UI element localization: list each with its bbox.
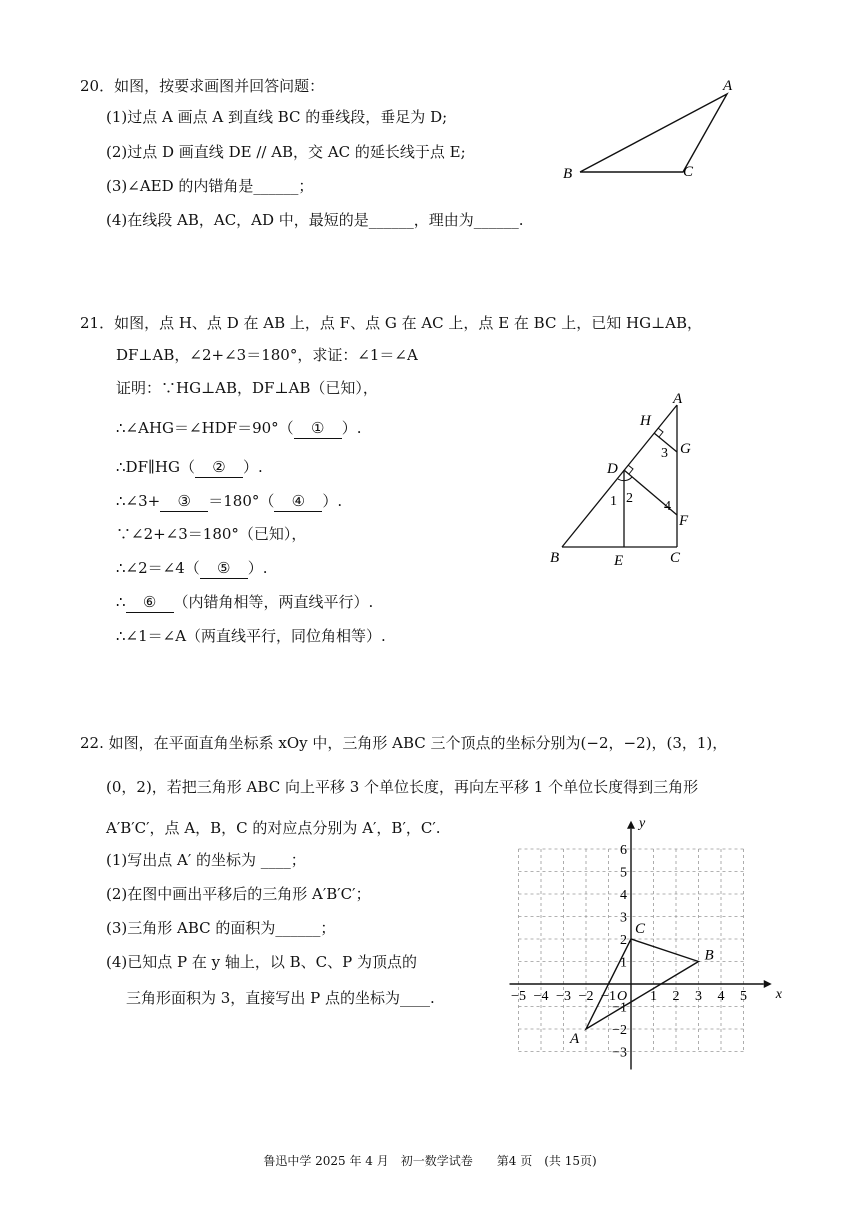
y-axis-label: y bbox=[639, 815, 646, 831]
x-tick-label: −2 bbox=[578, 989, 594, 1004]
q22-line-1: 22. 如图，在平面直角坐标系 xOy 中，三角形 ABC 三个顶点的坐标分别为(−2，−2)，(3，1)， bbox=[80, 734, 728, 752]
q22-item-1: (1)写出点 A′ 的坐标为 ____； bbox=[106, 851, 306, 869]
q21-step-1: ∴∠AHG＝∠HDF＝90°（ ① ）. bbox=[116, 419, 362, 437]
q22-item-4-cont: 三角形面积为 3，直接写出 P 点的坐标为____. bbox=[126, 989, 435, 1007]
q21-step-2: ∴DF∥HG（ ② ）. bbox=[116, 458, 263, 476]
coordinate-plane bbox=[505, 815, 782, 1075]
q20-item-2: (2)过点 D 画直线 DE // AB，交 AC 的延长线于点 E; bbox=[106, 143, 466, 161]
x-tick-label: 1 bbox=[650, 989, 657, 1004]
q21-geometry-figure bbox=[540, 385, 710, 575]
q22-item-3: (3)三角形 ABC 的面积为______； bbox=[106, 919, 336, 937]
x-tick-label: −1 bbox=[601, 989, 616, 1004]
label-e: E bbox=[614, 553, 624, 569]
label-a: A bbox=[723, 78, 733, 94]
x-tick-label: 5 bbox=[740, 989, 747, 1004]
blank-5[interactable]: ⑤ bbox=[200, 558, 248, 579]
q21-line-1: 21．如图，点 H、点 D 在 AB 上，点 F、点 G 在 AC 上，点 E 在 BC 上，已知 HG⊥AB， bbox=[80, 314, 703, 332]
blank-4[interactable]: ④ bbox=[274, 491, 322, 512]
label-b: B bbox=[563, 166, 573, 182]
label-h: H bbox=[640, 413, 651, 429]
q21-line-2: DF⊥AB，∠2+∠3＝180°，求证：∠1＝∠A bbox=[116, 346, 418, 364]
q20-item-4: (4)在线段 AB，AC，AD 中，最短的是______，理由为______. bbox=[106, 211, 524, 229]
x-axis-arrow bbox=[764, 980, 772, 988]
segment-ab bbox=[562, 405, 677, 547]
y-tick-label: 6 bbox=[620, 843, 627, 858]
right-angle-d bbox=[628, 465, 633, 474]
q21-proof-intro: 证明：∵HG⊥AB，DF⊥AB（已知）， bbox=[116, 379, 378, 397]
q21-step-7: ∴∠1＝∠A（两直线平行，同位角相等）. bbox=[116, 627, 386, 645]
q21-step-5: ∴∠2＝∠4（ ⑤ ）. bbox=[116, 559, 268, 577]
page-footer: 鲁迅中学 2025 年 4 月 初一数学试卷 第4 页 (共 15页) bbox=[263, 1154, 597, 1168]
origin-label: O bbox=[617, 989, 628, 1004]
x-tick-label: 4 bbox=[717, 989, 725, 1004]
y-tick-label: 4 bbox=[620, 888, 627, 903]
label-f: F bbox=[679, 513, 689, 529]
q21-step-6: ∴ ⑥ （内错角相等，两直线平行）. bbox=[116, 593, 374, 611]
x-tick-label: −3 bbox=[556, 989, 571, 1004]
point-label-a: A bbox=[570, 1031, 580, 1047]
point-label-b: B bbox=[704, 947, 714, 964]
blank-3[interactable]: ③ bbox=[160, 491, 208, 512]
label-2: 2 bbox=[626, 491, 633, 506]
y-axis-arrow bbox=[627, 821, 635, 829]
blank-1[interactable]: ① bbox=[294, 418, 342, 439]
x-tick-label: 3 bbox=[695, 989, 702, 1004]
label-4: 4 bbox=[664, 499, 671, 514]
q21-step-4: ∵∠2+∠3＝180°（已知）， bbox=[116, 525, 307, 543]
x-axis-label: x bbox=[775, 987, 782, 1002]
label-3: 3 bbox=[661, 446, 668, 461]
y-tick-label: −2 bbox=[612, 1023, 627, 1038]
label-c: C bbox=[670, 550, 681, 566]
y-tick-label: 3 bbox=[620, 910, 627, 926]
blank-2[interactable]: ② bbox=[195, 457, 243, 478]
y-tick-label: −1 bbox=[612, 1000, 627, 1016]
x-tick-label: −5 bbox=[511, 989, 526, 1004]
q21-step-3: ∴∠3+ ③ ＝180°（ ④ ）. bbox=[116, 492, 343, 510]
y-tick-label: 2 bbox=[620, 933, 627, 948]
y-tick-label: 5 bbox=[620, 865, 627, 881]
x-tick-label: 2 bbox=[672, 989, 680, 1004]
label-c: C bbox=[683, 164, 694, 180]
q22-item-4: (4)已知点 P 在 y 轴上，以 B、C、P 为顶点的 bbox=[106, 953, 418, 971]
axes bbox=[510, 816, 783, 1070]
y-tick-label: 1 bbox=[620, 955, 627, 971]
label-a: A bbox=[673, 391, 683, 407]
label-b: B bbox=[550, 550, 560, 566]
x-tick-label: −4 bbox=[533, 989, 549, 1004]
q20-item-3: (3)∠AED 的内错角是______； bbox=[106, 177, 314, 195]
right-angle-h bbox=[658, 428, 663, 437]
q20-item-1: (1)过点 A 画点 A 到直线 BC 的垂线段，垂足为 D; bbox=[106, 108, 448, 126]
y-tick-label: −3 bbox=[612, 1045, 627, 1061]
label-g: G bbox=[680, 441, 691, 457]
label-d: D bbox=[607, 461, 618, 477]
q20-title: 20．如图，按要求画图并回答问题： bbox=[80, 77, 325, 95]
q20-triangle-figure bbox=[555, 72, 745, 187]
q22-line-3: A′B′C′，点 A，B，C 的对应点分别为 A′，B′，C′. bbox=[106, 819, 441, 837]
q22-line-2: (0，2)，若把三角形 ABC 向上平移 3 个单位长度，再向左平移 1 个单位长度得到三角形 bbox=[106, 778, 699, 796]
label-1: 1 bbox=[610, 494, 617, 509]
triangle-abc bbox=[580, 94, 727, 172]
point-label-c: C bbox=[635, 921, 646, 937]
q22-item-2: (2)在图中画出平移后的三角形 A′B′C′； bbox=[106, 885, 371, 903]
blank-6[interactable]: ⑥ bbox=[126, 592, 174, 613]
angle-arc-d bbox=[618, 477, 632, 481]
